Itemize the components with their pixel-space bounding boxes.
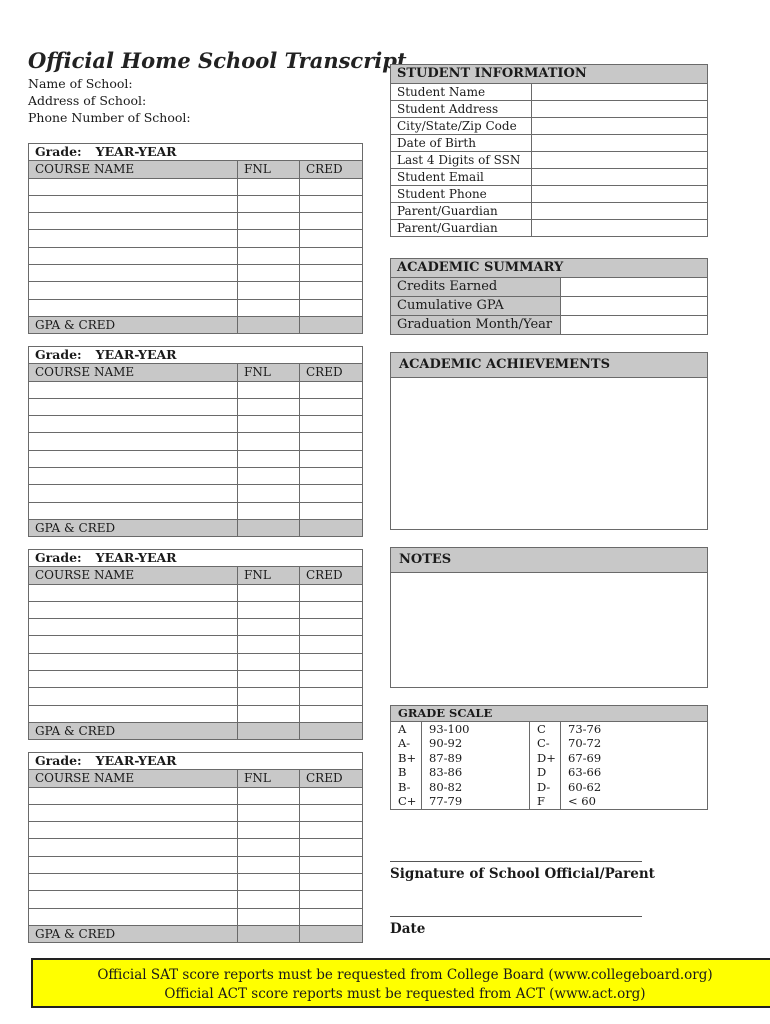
gpa-cred-cell[interactable] <box>300 316 363 333</box>
grade-header <box>29 550 363 567</box>
cred-cell[interactable] <box>300 804 363 821</box>
gpa-cred-label: GPA & CRED <box>29 316 238 333</box>
course-name-cell[interactable] <box>29 839 238 856</box>
grade-letter: B+ <box>391 751 422 766</box>
grade-range: 60-62 <box>561 780 708 795</box>
grade-header <box>29 347 363 364</box>
fnl-header: FNL <box>238 770 300 787</box>
gpa-fnl-cell[interactable] <box>238 316 300 333</box>
course-row <box>29 804 363 821</box>
course-name-cell[interactable] <box>29 485 238 502</box>
course-name-cell[interactable] <box>29 398 238 415</box>
student-info-value[interactable] <box>532 220 708 237</box>
cred-cell[interactable] <box>300 619 363 636</box>
student-info-value[interactable] <box>532 135 708 152</box>
course-name-cell[interactable] <box>29 433 238 450</box>
course-name-cell[interactable] <box>29 804 238 821</box>
grade-letter: C- <box>530 736 561 751</box>
course-name-cell[interactable] <box>29 178 238 195</box>
course-name-cell[interactable] <box>29 381 238 398</box>
cred-cell[interactable] <box>300 908 363 925</box>
course-name-cell[interactable] <box>29 891 238 908</box>
course-row <box>29 265 363 282</box>
student-info-value[interactable] <box>532 84 708 101</box>
cred-cell[interactable] <box>300 265 363 282</box>
grade-letter: D- <box>530 780 561 795</box>
cred-cell[interactable] <box>300 705 363 722</box>
academic-achievements-area[interactable] <box>391 378 707 528</box>
grade-block-2 <box>28 346 362 537</box>
cred-cell[interactable] <box>300 450 363 467</box>
student-info-header: STUDENT INFORMATION <box>391 65 708 84</box>
academic-summary-row <box>391 316 708 335</box>
gpa-fnl-cell[interactable] <box>238 519 300 536</box>
course-row <box>29 282 363 299</box>
fnl-cell[interactable] <box>238 636 300 653</box>
grade-letter: B- <box>391 780 422 795</box>
fnl-header: FNL <box>238 364 300 381</box>
cred-cell[interactable] <box>300 381 363 398</box>
score-report-notice <box>31 958 770 1008</box>
cred-cell[interactable] <box>300 891 363 908</box>
notes-box <box>390 547 708 688</box>
grade-table <box>28 346 363 537</box>
course-row <box>29 381 363 398</box>
grade-range: 67-69 <box>561 751 708 766</box>
grade-label: Grade: <box>35 550 82 566</box>
cred-header: CRED <box>300 161 363 178</box>
course-name-cell[interactable] <box>29 856 238 873</box>
grade-letter: F <box>530 794 561 809</box>
course-name-cell[interactable] <box>29 468 238 485</box>
grade-block-4 <box>28 752 362 943</box>
fnl-header: FNL <box>238 161 300 178</box>
course-row <box>29 636 363 653</box>
course-row <box>29 485 363 502</box>
fnl-cell[interactable] <box>238 450 300 467</box>
grade-table <box>28 549 363 740</box>
cred-cell[interactable] <box>300 787 363 804</box>
grade-range: 90-92 <box>422 736 530 751</box>
grade-scale-row <box>391 721 708 736</box>
student-info-row <box>391 169 708 186</box>
student-info-label: Student Phone <box>391 186 532 203</box>
grade-scale-header: GRADE SCALE <box>391 706 708 722</box>
student-info-row <box>391 186 708 203</box>
fnl-cell[interactable] <box>238 299 300 316</box>
fnl-cell[interactable] <box>238 282 300 299</box>
cred-cell[interactable] <box>300 195 363 212</box>
sat-notice: Official SAT score reports must be requested from College Board (www.collegeboard.org) <box>97 967 713 983</box>
student-info-row <box>391 101 708 118</box>
grade-label: Grade: <box>35 347 82 363</box>
grade-letter: A- <box>391 736 422 751</box>
course-name-cell[interactable] <box>29 213 238 230</box>
grade-year: YEAR-YEAR <box>95 347 177 363</box>
student-info-label: Parent/Guardian <box>391 220 532 237</box>
gpa-cred-label: GPA & CRED <box>29 722 238 739</box>
fnl-cell[interactable] <box>238 398 300 415</box>
course-name-cell[interactable] <box>29 247 238 264</box>
grade-table <box>28 752 363 943</box>
fnl-cell[interactable] <box>238 856 300 873</box>
cred-cell[interactable] <box>300 688 363 705</box>
grade-scale-row <box>391 751 708 766</box>
cred-cell[interactable] <box>300 416 363 433</box>
student-info-label: Last 4 Digits of SSN <box>391 152 532 169</box>
fnl-cell[interactable] <box>238 265 300 282</box>
course-name-cell[interactable] <box>29 195 238 212</box>
student-info-label: Student Address <box>391 101 532 118</box>
grade-letter: C <box>530 721 561 736</box>
student-info-label: Student Name <box>391 84 532 101</box>
course-row <box>29 874 363 891</box>
grade-year: YEAR-YEAR <box>95 753 177 769</box>
grade-scale-row <box>391 765 708 780</box>
student-info-label: City/State/Zip Code <box>391 118 532 135</box>
grade-scale-row <box>391 794 708 809</box>
course-row <box>29 433 363 450</box>
gpa-cred-cell[interactable] <box>300 722 363 739</box>
grade-range: 70-72 <box>561 736 708 751</box>
notes-header: NOTES <box>391 548 707 573</box>
course-name-cell[interactable] <box>29 688 238 705</box>
fnl-cell[interactable] <box>238 804 300 821</box>
signature-line[interactable] <box>390 861 642 862</box>
course-row <box>29 468 363 485</box>
cred-cell[interactable] <box>300 636 363 653</box>
gpa-cred-label: GPA & CRED <box>29 519 238 536</box>
date-label: Date <box>390 921 426 937</box>
cred-cell[interactable] <box>300 299 363 316</box>
student-info-row <box>391 152 708 169</box>
course-name-cell[interactable] <box>29 619 238 636</box>
academic-summary-label: Cumulative GPA <box>391 297 561 316</box>
grade-letter: B <box>391 765 422 780</box>
grade-range: 87-89 <box>422 751 530 766</box>
fnl-cell[interactable] <box>238 584 300 601</box>
student-info-row <box>391 135 708 152</box>
academic-achievements-header: ACADEMIC ACHIEVEMENTS <box>391 353 707 378</box>
grade-range: 63-66 <box>561 765 708 780</box>
cred-cell[interactable] <box>300 433 363 450</box>
school-name-label: Name of School: <box>28 76 133 91</box>
cred-cell[interactable] <box>300 468 363 485</box>
cred-cell[interactable] <box>300 671 363 688</box>
grade-label: Grade: <box>35 144 82 160</box>
fnl-header: FNL <box>238 567 300 584</box>
grade-scale-table <box>390 705 708 810</box>
fnl-cell[interactable] <box>238 433 300 450</box>
grade-label: Grade: <box>35 753 82 769</box>
grade-range: 93-100 <box>422 721 530 736</box>
course-row <box>29 619 363 636</box>
cred-header: CRED <box>300 567 363 584</box>
course-row <box>29 398 363 415</box>
cred-cell[interactable] <box>300 584 363 601</box>
course-name-cell[interactable] <box>29 450 238 467</box>
fnl-cell[interactable] <box>238 601 300 618</box>
course-row <box>29 213 363 230</box>
course-row <box>29 195 363 212</box>
fnl-cell[interactable] <box>238 416 300 433</box>
course-name-cell[interactable] <box>29 502 238 519</box>
cred-cell[interactable] <box>300 601 363 618</box>
cred-cell[interactable] <box>300 856 363 873</box>
fnl-cell[interactable] <box>238 213 300 230</box>
course-row <box>29 502 363 519</box>
grade-block-3 <box>28 549 362 740</box>
course-row <box>29 787 363 804</box>
student-info-row <box>391 203 708 220</box>
course-row <box>29 839 363 856</box>
fnl-cell[interactable] <box>238 822 300 839</box>
course-name-cell[interactable] <box>29 908 238 925</box>
fnl-cell[interactable] <box>238 671 300 688</box>
course-row <box>29 230 363 247</box>
academic-summary-value[interactable] <box>561 297 708 316</box>
cred-cell[interactable] <box>300 247 363 264</box>
grade-letter: A <box>391 721 422 736</box>
course-name-cell[interactable] <box>29 230 238 247</box>
fnl-cell[interactable] <box>238 839 300 856</box>
grade-range: 80-82 <box>422 780 530 795</box>
school-address-label: Address of School: <box>28 93 147 108</box>
fnl-cell[interactable] <box>238 485 300 502</box>
gpa-fnl-cell[interactable] <box>238 925 300 942</box>
grade-year: YEAR-YEAR <box>95 144 177 160</box>
academic-summary-header: ACADEMIC SUMMARY <box>391 259 708 278</box>
academic-summary-value[interactable] <box>561 316 708 335</box>
grade-block-1 <box>28 143 362 334</box>
course-name-cell[interactable] <box>29 282 238 299</box>
fnl-cell[interactable] <box>238 619 300 636</box>
fnl-cell[interactable] <box>238 178 300 195</box>
cred-cell[interactable] <box>300 230 363 247</box>
grade-letter: D+ <box>530 751 561 766</box>
academic-summary-table <box>390 258 708 335</box>
grade-range: 73-76 <box>561 721 708 736</box>
academic-summary-row <box>391 278 708 297</box>
fnl-cell[interactable] <box>238 381 300 398</box>
act-notice: Official ACT score reports must be requested from ACT (www.act.org) <box>164 986 646 1002</box>
course-name-header: COURSE NAME <box>29 364 238 381</box>
course-row <box>29 688 363 705</box>
student-info-value[interactable] <box>532 186 708 203</box>
cred-header: CRED <box>300 364 363 381</box>
course-row <box>29 908 363 925</box>
gpa-cred-cell[interactable] <box>300 519 363 536</box>
course-name-cell[interactable] <box>29 265 238 282</box>
cred-cell[interactable] <box>300 213 363 230</box>
fnl-cell[interactable] <box>238 874 300 891</box>
student-info-value[interactable] <box>532 203 708 220</box>
course-name-cell[interactable] <box>29 705 238 722</box>
school-info <box>28 75 191 126</box>
fnl-cell[interactable] <box>238 787 300 804</box>
academic-summary-value[interactable] <box>561 278 708 297</box>
gpa-cred-label: GPA & CRED <box>29 925 238 942</box>
course-name-header: COURSE NAME <box>29 770 238 787</box>
course-name-cell[interactable] <box>29 874 238 891</box>
academic-achievements-box <box>390 352 708 530</box>
grade-header <box>29 144 363 161</box>
course-name-cell[interactable] <box>29 601 238 618</box>
course-name-cell[interactable] <box>29 787 238 804</box>
student-info-label: Date of Birth <box>391 135 532 152</box>
cred-cell[interactable] <box>300 398 363 415</box>
cred-cell[interactable] <box>300 839 363 856</box>
course-name-header: COURSE NAME <box>29 161 238 178</box>
school-phone-label: Phone Number of School: <box>28 110 191 125</box>
course-row <box>29 891 363 908</box>
course-row <box>29 653 363 670</box>
course-row <box>29 601 363 618</box>
student-info-row <box>391 118 708 135</box>
academic-summary-row <box>391 297 708 316</box>
course-row <box>29 822 363 839</box>
grade-scale-row <box>391 780 708 795</box>
student-info-value[interactable] <box>532 118 708 135</box>
student-info-value[interactable] <box>532 152 708 169</box>
fnl-cell[interactable] <box>238 230 300 247</box>
grade-header <box>29 753 363 770</box>
grade-range: < 60 <box>561 794 708 809</box>
course-row <box>29 416 363 433</box>
fnl-cell[interactable] <box>238 891 300 908</box>
grade-table <box>28 143 363 334</box>
date-line[interactable] <box>390 916 642 917</box>
student-info-value[interactable] <box>532 101 708 118</box>
course-row <box>29 856 363 873</box>
grade-letter: D <box>530 765 561 780</box>
grade-scale-row <box>391 736 708 751</box>
cred-cell[interactable] <box>300 502 363 519</box>
grade-range: 77-79 <box>422 794 530 809</box>
fnl-cell[interactable] <box>238 908 300 925</box>
course-name-cell[interactable] <box>29 584 238 601</box>
fnl-cell[interactable] <box>238 247 300 264</box>
student-info-value[interactable] <box>532 169 708 186</box>
course-name-cell[interactable] <box>29 416 238 433</box>
course-name-cell[interactable] <box>29 671 238 688</box>
notes-area[interactable] <box>391 573 707 686</box>
course-name-cell[interactable] <box>29 636 238 653</box>
fnl-cell[interactable] <box>238 653 300 670</box>
grade-range: 83-86 <box>422 765 530 780</box>
course-row <box>29 299 363 316</box>
gpa-fnl-cell[interactable] <box>238 722 300 739</box>
cred-header: CRED <box>300 770 363 787</box>
fnl-cell[interactable] <box>238 705 300 722</box>
grade-letter: C+ <box>391 794 422 809</box>
fnl-cell[interactable] <box>238 502 300 519</box>
signature-label: Signature of School Official/Parent <box>390 866 655 882</box>
cred-cell[interactable] <box>300 874 363 891</box>
course-name-cell[interactable] <box>29 822 238 839</box>
course-name-cell[interactable] <box>29 653 238 670</box>
student-info-label: Student Email <box>391 169 532 186</box>
course-row <box>29 584 363 601</box>
course-name-header: COURSE NAME <box>29 567 238 584</box>
fnl-cell[interactable] <box>238 688 300 705</box>
fnl-cell[interactable] <box>238 195 300 212</box>
cred-cell[interactable] <box>300 653 363 670</box>
cred-cell[interactable] <box>300 178 363 195</box>
student-info-table <box>390 64 708 237</box>
course-row <box>29 247 363 264</box>
course-row <box>29 178 363 195</box>
page-title: Official Home School Transcript <box>28 48 407 73</box>
student-info-row <box>391 220 708 237</box>
course-row <box>29 705 363 722</box>
cred-cell[interactable] <box>300 822 363 839</box>
cred-cell[interactable] <box>300 282 363 299</box>
fnl-cell[interactable] <box>238 468 300 485</box>
course-row <box>29 671 363 688</box>
gpa-cred-cell[interactable] <box>300 925 363 942</box>
academic-summary-label: Credits Earned <box>391 278 561 297</box>
grade-year: YEAR-YEAR <box>95 550 177 566</box>
student-info-row <box>391 84 708 101</box>
cred-cell[interactable] <box>300 485 363 502</box>
course-row <box>29 450 363 467</box>
academic-summary-label: Graduation Month/Year <box>391 316 561 335</box>
student-info-label: Parent/Guardian <box>391 203 532 220</box>
course-name-cell[interactable] <box>29 299 238 316</box>
